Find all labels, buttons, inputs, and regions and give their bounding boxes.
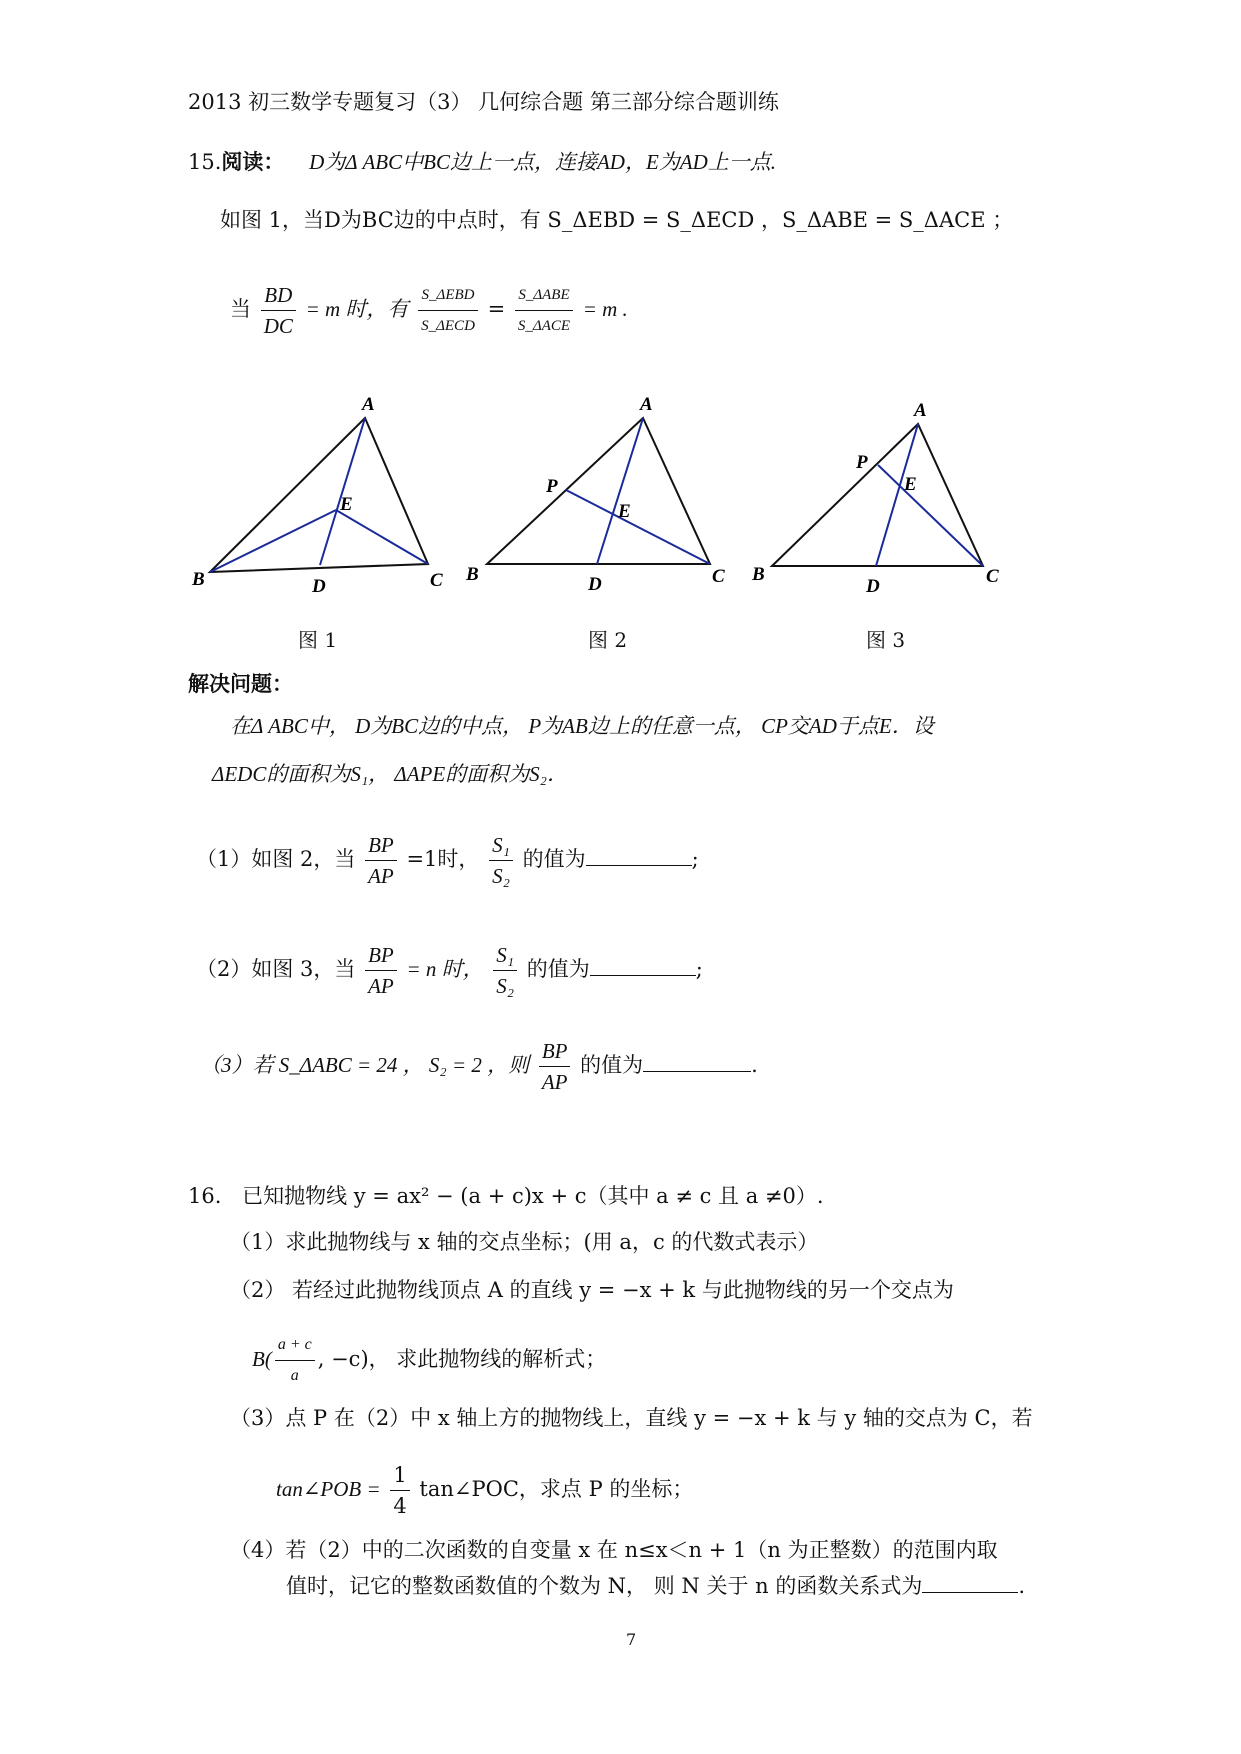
segment-ec xyxy=(336,510,428,564)
bp-ap-fraction xyxy=(365,940,397,1001)
q15-part-2 xyxy=(196,940,703,1001)
fraction-numerator: 1 xyxy=(390,1460,409,1491)
q15-case2-area-fraction-1 xyxy=(418,280,478,341)
triangle-abc xyxy=(210,418,428,572)
answer-blank[interactable] xyxy=(590,953,696,976)
q15-part-3 xyxy=(200,1036,758,1097)
point-label: A xyxy=(640,394,653,415)
point-label: E xyxy=(904,474,917,495)
q15-case2-mid: = m 时，有 xyxy=(305,297,409,321)
q15-case2-area-fraction-2 xyxy=(515,280,573,341)
condition-suffix: tan∠POC，求点 P 的坐标； xyxy=(419,1477,694,1501)
q16-part-4: （4）若（2）中的二次函数的自变量 x 在 n≤x＜n + 1（n 为正整数）的范围内取 xyxy=(230,1538,998,1562)
part-end: 的值为 xyxy=(526,957,590,981)
point-label: D xyxy=(588,574,602,595)
q16-part-2: （2） 若经过此抛物线顶点 A 的直线 y = −x + k 与此抛物线的另一个交点为 xyxy=(230,1278,954,1302)
figure-3 xyxy=(751,400,999,597)
figure-1-caption: 图 1 xyxy=(298,628,338,652)
fraction-denominator: S₂ xyxy=(496,974,515,998)
point-label: A xyxy=(914,400,927,421)
q16-part-3: （3）点 P 在（2）中 x 轴上方的抛物线上，直线 y = −x + k 与 y 轴的交点为 C，若 xyxy=(230,1406,1033,1430)
figure-2-caption: 图 2 xyxy=(588,628,628,652)
q16-stem-line xyxy=(188,1182,824,1210)
point-label: P xyxy=(546,476,558,497)
q16-stem: 已知抛物线 y = ax² − (a + c)x + c（其中 a ≠ c 且 a ≠0）. xyxy=(242,1184,824,1208)
figure-1 xyxy=(191,394,443,597)
triangle-abc xyxy=(487,418,710,564)
answer-blank[interactable] xyxy=(586,843,692,866)
q15-intro-line xyxy=(188,148,776,176)
page-header: 2013 初三数学专题复习（3） 几何综合题 第三部分综合题训练 xyxy=(188,90,779,114)
part-tail: . xyxy=(751,1053,758,1077)
s1-s2-fraction xyxy=(489,830,513,891)
fraction-numerator: S_ΔABE xyxy=(515,280,573,311)
part-mid: = n 时， xyxy=(406,957,484,981)
fraction-numerator: S_ΔEBD xyxy=(418,280,478,311)
q15-figures xyxy=(0,380,1241,610)
point-label: C xyxy=(712,566,725,587)
answer-blank[interactable] xyxy=(643,1049,751,1072)
fraction-denominator: 4 xyxy=(393,1494,407,1518)
part-4-text: 值时，记它的整数函数值的个数为 N， 则 N 关于 n 的函数关系式为 xyxy=(286,1574,923,1598)
q16-part-4-cont xyxy=(286,1570,1025,1600)
point-label: D xyxy=(866,576,880,597)
triangle-abc xyxy=(772,424,983,566)
q15-case2-prefix: 当 xyxy=(230,297,251,321)
fraction-denominator: DC xyxy=(263,314,293,338)
solve-label: 解决问题： xyxy=(188,671,293,696)
q15-part-1 xyxy=(196,830,699,891)
fraction-numerator: BD xyxy=(261,280,296,311)
part-end: 的值为 xyxy=(580,1053,644,1077)
solve-line-2: ΔEDC的面积为S₁， ΔAPE的面积为S₂． xyxy=(212,762,568,786)
point-label: C xyxy=(430,570,443,591)
part-end: 的值为 xyxy=(522,847,586,871)
q15-case1: 如图 1，当D为BC边的中点时，有 S_ΔEBD = S_ΔECD ，S_ΔABE = S_ΔACE ； xyxy=(220,208,1014,232)
q16-part-2-point-b xyxy=(252,1330,606,1391)
point-label: E xyxy=(340,494,353,515)
part-tail: ; xyxy=(691,847,699,871)
fraction-numerator: S₁ xyxy=(489,830,513,861)
condition-prefix: tan∠POB = xyxy=(276,1477,381,1501)
part-prefix: （3）若 S_ΔABC = 24 ， S₂ = 2 ，则 xyxy=(200,1053,530,1077)
point-b-x-fraction xyxy=(275,1330,315,1391)
fraction-numerator: BP xyxy=(365,830,397,861)
fraction-numerator: a + c xyxy=(275,1330,315,1361)
fraction-denominator: AP xyxy=(368,864,394,888)
q15-case2-fraction xyxy=(261,280,296,341)
fraction-numerator: BP xyxy=(365,940,397,971)
fraction-denominator: AP xyxy=(541,1070,568,1094)
fraction-denominator: AP xyxy=(368,974,394,998)
page-number: 7 xyxy=(626,1630,637,1649)
point-label: B xyxy=(466,564,479,585)
part-prefix: （1）如图 2，当 xyxy=(196,847,356,871)
q15-number: 15. xyxy=(188,150,222,174)
part-prefix: （2）如图 3，当 xyxy=(196,957,356,981)
point-b-suffix: , −c)， 求此抛物线的解析式； xyxy=(317,1347,607,1371)
point-label: C xyxy=(986,566,999,587)
point-b-prefix: B( xyxy=(252,1347,272,1371)
s1-s2-fraction xyxy=(493,940,517,1001)
solve-line-1: 在Δ ABC中， D为BC边的中点， P为AB边上的任意一点， CP交AD于点E．设 xyxy=(230,714,934,738)
bp-ap-fraction xyxy=(539,1036,571,1097)
segment-pc xyxy=(878,465,983,566)
fraction-denominator: a xyxy=(290,1367,299,1384)
answer-blank[interactable] xyxy=(922,1570,1018,1593)
part-tail: . xyxy=(1018,1574,1026,1598)
point-label: E xyxy=(618,501,631,522)
part-mid: =1时， xyxy=(406,847,480,871)
q16-part-3-condition xyxy=(276,1460,693,1521)
fraction-denominator: S₂ xyxy=(492,864,510,888)
segment-pc xyxy=(566,490,710,564)
point-label: D xyxy=(312,576,326,597)
q15-case2: 当 $\frac{BD}{DC}$ = m 时，有 $\frac{\text{S\_ΔEBD}}{\text{S\_ΔECD}}$ = $\frac{\text{S\_ΔABE}}{\text{S\_ΔACE}}$ = m . xyxy=(230,280,628,341)
fraction-numerator: S₁ xyxy=(493,940,517,971)
segment-be xyxy=(210,510,336,572)
point-label: P xyxy=(856,452,868,473)
fraction-denominator: S_ΔECD xyxy=(421,318,475,334)
figure-3-caption: 图 3 xyxy=(866,628,906,652)
q15-case2-end: = m . xyxy=(582,297,628,321)
point-label: B xyxy=(192,569,205,590)
q15-read-label: 阅读： xyxy=(221,149,285,174)
point-label: B xyxy=(752,564,765,585)
point-label: A xyxy=(362,394,375,415)
q16-number: 16. xyxy=(188,1184,222,1208)
fraction-denominator: S_ΔACE xyxy=(517,318,571,334)
figure-2 xyxy=(465,394,725,595)
part-tail: ; xyxy=(695,957,703,981)
fraction-numerator: BP xyxy=(539,1036,571,1067)
q15-intro: D为Δ ABC中BC边上一点，连接AD，E为AD上一点. xyxy=(309,150,777,174)
one-quarter-fraction xyxy=(390,1460,409,1521)
bp-ap-fraction xyxy=(365,830,397,891)
q16-part-1: （1）求此抛物线与 x 轴的交点坐标；(用 a，c 的代数式表示） xyxy=(230,1230,819,1254)
